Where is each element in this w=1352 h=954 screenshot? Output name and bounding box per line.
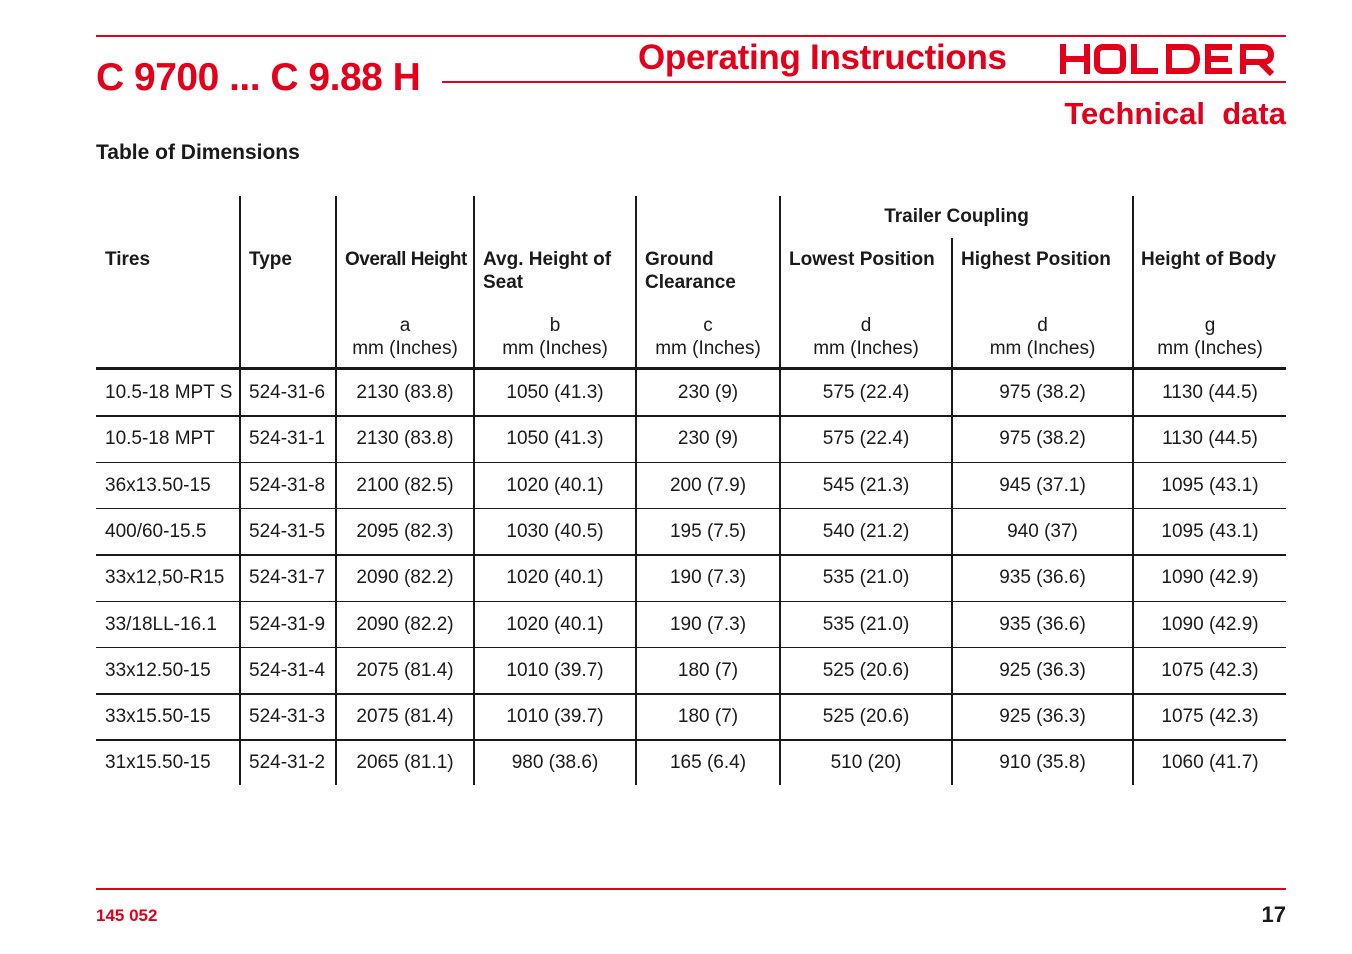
header-rule <box>96 367 1286 370</box>
dimension-cell: 910 (35.8) <box>999 752 1086 774</box>
row-divider <box>96 508 1286 510</box>
tire-size-cell: 33x12,50-R15 <box>105 567 225 589</box>
dimension-cell: 510 (20) <box>830 752 902 774</box>
dimension-cell: 230 (9) <box>677 382 739 403</box>
dimension-cell: 1050 (41.3) <box>506 428 604 450</box>
dimension-cell: 1010 (39.7) <box>506 706 604 728</box>
dimension-cell: 540 (21.2) <box>822 520 910 542</box>
tire-size-cell: 33x15.50-15 <box>105 706 211 728</box>
tire-size-cell: 33x12.50-15 <box>105 659 211 681</box>
tire-size-cell: 36x13.50-15 <box>105 474 211 496</box>
row-divider <box>96 462 1286 464</box>
dimension-cell: 975 (38.2) <box>999 382 1086 403</box>
dimension-cell: 195 (7.5) <box>669 520 747 542</box>
column-header-type: Type <box>249 249 292 270</box>
tire-size-cell: 10.5-18 MPT S <box>105 382 233 403</box>
dimension-cell: 1075 (42.3) <box>1161 659 1259 681</box>
dimension-cell: 2075 (81.4) <box>356 659 454 681</box>
dimension-cell: 935 (36.6) <box>999 567 1086 589</box>
model-title-rule <box>442 81 1286 83</box>
column-letter: b <box>549 315 561 336</box>
dimension-cell: 2100 (82.5) <box>356 474 454 496</box>
dimension-cell: 180 (7) <box>677 706 739 728</box>
section-title: Technical data <box>1064 96 1286 131</box>
dimension-cell: 180 (7) <box>677 659 739 681</box>
row-divider <box>96 739 1286 741</box>
column-unit: mm (Inches) <box>352 338 458 359</box>
column-letter: c <box>703 315 713 336</box>
type-cell: 524-31-4 <box>249 659 326 681</box>
type-cell: 524-31-2 <box>249 752 326 774</box>
dimension-cell: 925 (36.3) <box>999 659 1086 681</box>
column-unit: mm (Inches) <box>502 338 608 359</box>
dimension-cell: 545 (21.3) <box>822 474 910 496</box>
dimension-cell: 535 (21.0) <box>822 613 910 635</box>
column-letter: d <box>860 315 872 336</box>
tire-size-cell: 31x15.50-15 <box>105 752 211 774</box>
type-cell: 524-31-8 <box>249 474 326 496</box>
dimension-cell: 2095 (82.3) <box>356 520 454 542</box>
column-header-body-height: Height of Body <box>1141 249 1277 270</box>
dimension-cell: 980 (38.6) <box>511 752 599 774</box>
dimension-cell: 1030 (40.5) <box>506 520 604 542</box>
column-letter: g <box>1204 315 1216 336</box>
dimension-cell: 2090 (82.2) <box>356 567 454 589</box>
type-cell: 524-31-3 <box>249 706 326 728</box>
column-header-overall-height: Overall Height <box>345 249 467 270</box>
type-cell: 524-31-9 <box>249 613 326 635</box>
tire-size-cell: 400/60-15.5 <box>105 520 207 542</box>
dimension-cell: 1020 (40.1) <box>506 474 604 496</box>
dimension-cell: 1090 (42.9) <box>1161 567 1259 589</box>
dimension-cell: 1130 (44.5) <box>1162 382 1258 403</box>
dimension-cell: 525 (20.6) <box>822 659 910 681</box>
row-divider <box>96 647 1286 649</box>
dimension-cell: 190 (7.3) <box>669 613 747 635</box>
page-number: 17 <box>1261 902 1286 927</box>
column-unit: mm (Inches) <box>813 338 919 359</box>
dimension-cell: 575 (22.4) <box>822 382 910 403</box>
dimension-cell: 945 (37.1) <box>999 474 1086 496</box>
dimension-cell: 200 (7.9) <box>669 474 747 496</box>
dimension-cell: 1020 (40.1) <box>506 567 604 589</box>
type-cell: 524-31-6 <box>249 382 326 403</box>
dimension-cell: 2130 (83.8) <box>356 382 454 403</box>
dimension-cell: 935 (36.6) <box>999 613 1086 635</box>
dimension-cell: 2090 (82.2) <box>356 613 454 635</box>
row-divider <box>96 415 1286 417</box>
dimension-cell: 1060 (41.7) <box>1161 752 1259 774</box>
holder-logo <box>1060 42 1276 76</box>
document-number: 145 052 <box>96 906 158 925</box>
dimension-cell: 940 (37) <box>1007 520 1078 542</box>
dimension-cell: 975 (38.2) <box>999 428 1086 450</box>
footer-rule <box>96 888 1286 890</box>
type-cell: 524-31-5 <box>249 520 326 542</box>
dimension-cell: 925 (36.3) <box>999 706 1086 728</box>
column-header-tires: Tires <box>105 249 151 270</box>
column-divider <box>239 196 241 785</box>
column-unit: mm (Inches) <box>989 338 1096 359</box>
dimension-cell: 1130 (44.5) <box>1162 428 1258 450</box>
row-divider <box>96 601 1286 603</box>
dimension-cell: 2065 (81.1) <box>356 752 454 774</box>
column-header-highest-position: Highest Position <box>961 249 1111 270</box>
dimension-cell: 1050 (41.3) <box>506 382 604 403</box>
dimension-cell: 525 (20.6) <box>822 706 910 728</box>
trailer-coupling-header: Trailer Coupling <box>884 206 1029 227</box>
header-top-rule <box>96 35 1286 37</box>
model-title: C 9700 ... C 9.88 H <box>96 56 421 99</box>
column-letter: a <box>399 315 411 336</box>
dimension-cell: 1095 (43.1) <box>1161 520 1259 542</box>
column-unit: mm (Inches) <box>1157 338 1263 359</box>
column-header-lowest-position: Lowest Position <box>789 249 935 270</box>
dimension-cell: 165 (6.4) <box>669 752 747 774</box>
dimension-cell: 1010 (39.7) <box>506 659 604 681</box>
tire-size-cell: 33/18LL-16.1 <box>105 613 217 635</box>
dimension-cell: 1020 (40.1) <box>506 613 604 635</box>
tire-size-cell: 10.5-18 MPT <box>105 428 215 450</box>
row-divider <box>96 554 1286 556</box>
dimension-cell: 1095 (43.1) <box>1161 474 1259 496</box>
table-title: Table of Dimensions <box>96 141 300 164</box>
dimension-cell: 2130 (83.8) <box>356 428 454 450</box>
dimension-cell: 535 (21.0) <box>822 567 910 589</box>
type-cell: 524-31-7 <box>249 567 326 589</box>
dimensions-table <box>96 196 1286 785</box>
dimension-cell: 190 (7.3) <box>669 567 747 589</box>
type-cell: 524-31-1 <box>249 428 326 450</box>
dimension-cell: 1075 (42.3) <box>1161 706 1259 728</box>
dimension-cell: 575 (22.4) <box>822 428 910 450</box>
row-divider <box>96 693 1286 695</box>
column-letter: d <box>1037 315 1048 336</box>
column-unit: mm (Inches) <box>655 338 761 359</box>
column-header-ground-clearance: Ground Clearance <box>645 249 736 293</box>
column-header-seat-height: Avg. Height of Seat <box>483 249 612 293</box>
dimension-cell: 230 (9) <box>677 428 739 450</box>
dimension-cell: 2075 (81.4) <box>356 706 454 728</box>
document-title: Operating Instructions <box>638 38 1007 77</box>
dimension-cell: 1090 (42.9) <box>1161 613 1259 635</box>
